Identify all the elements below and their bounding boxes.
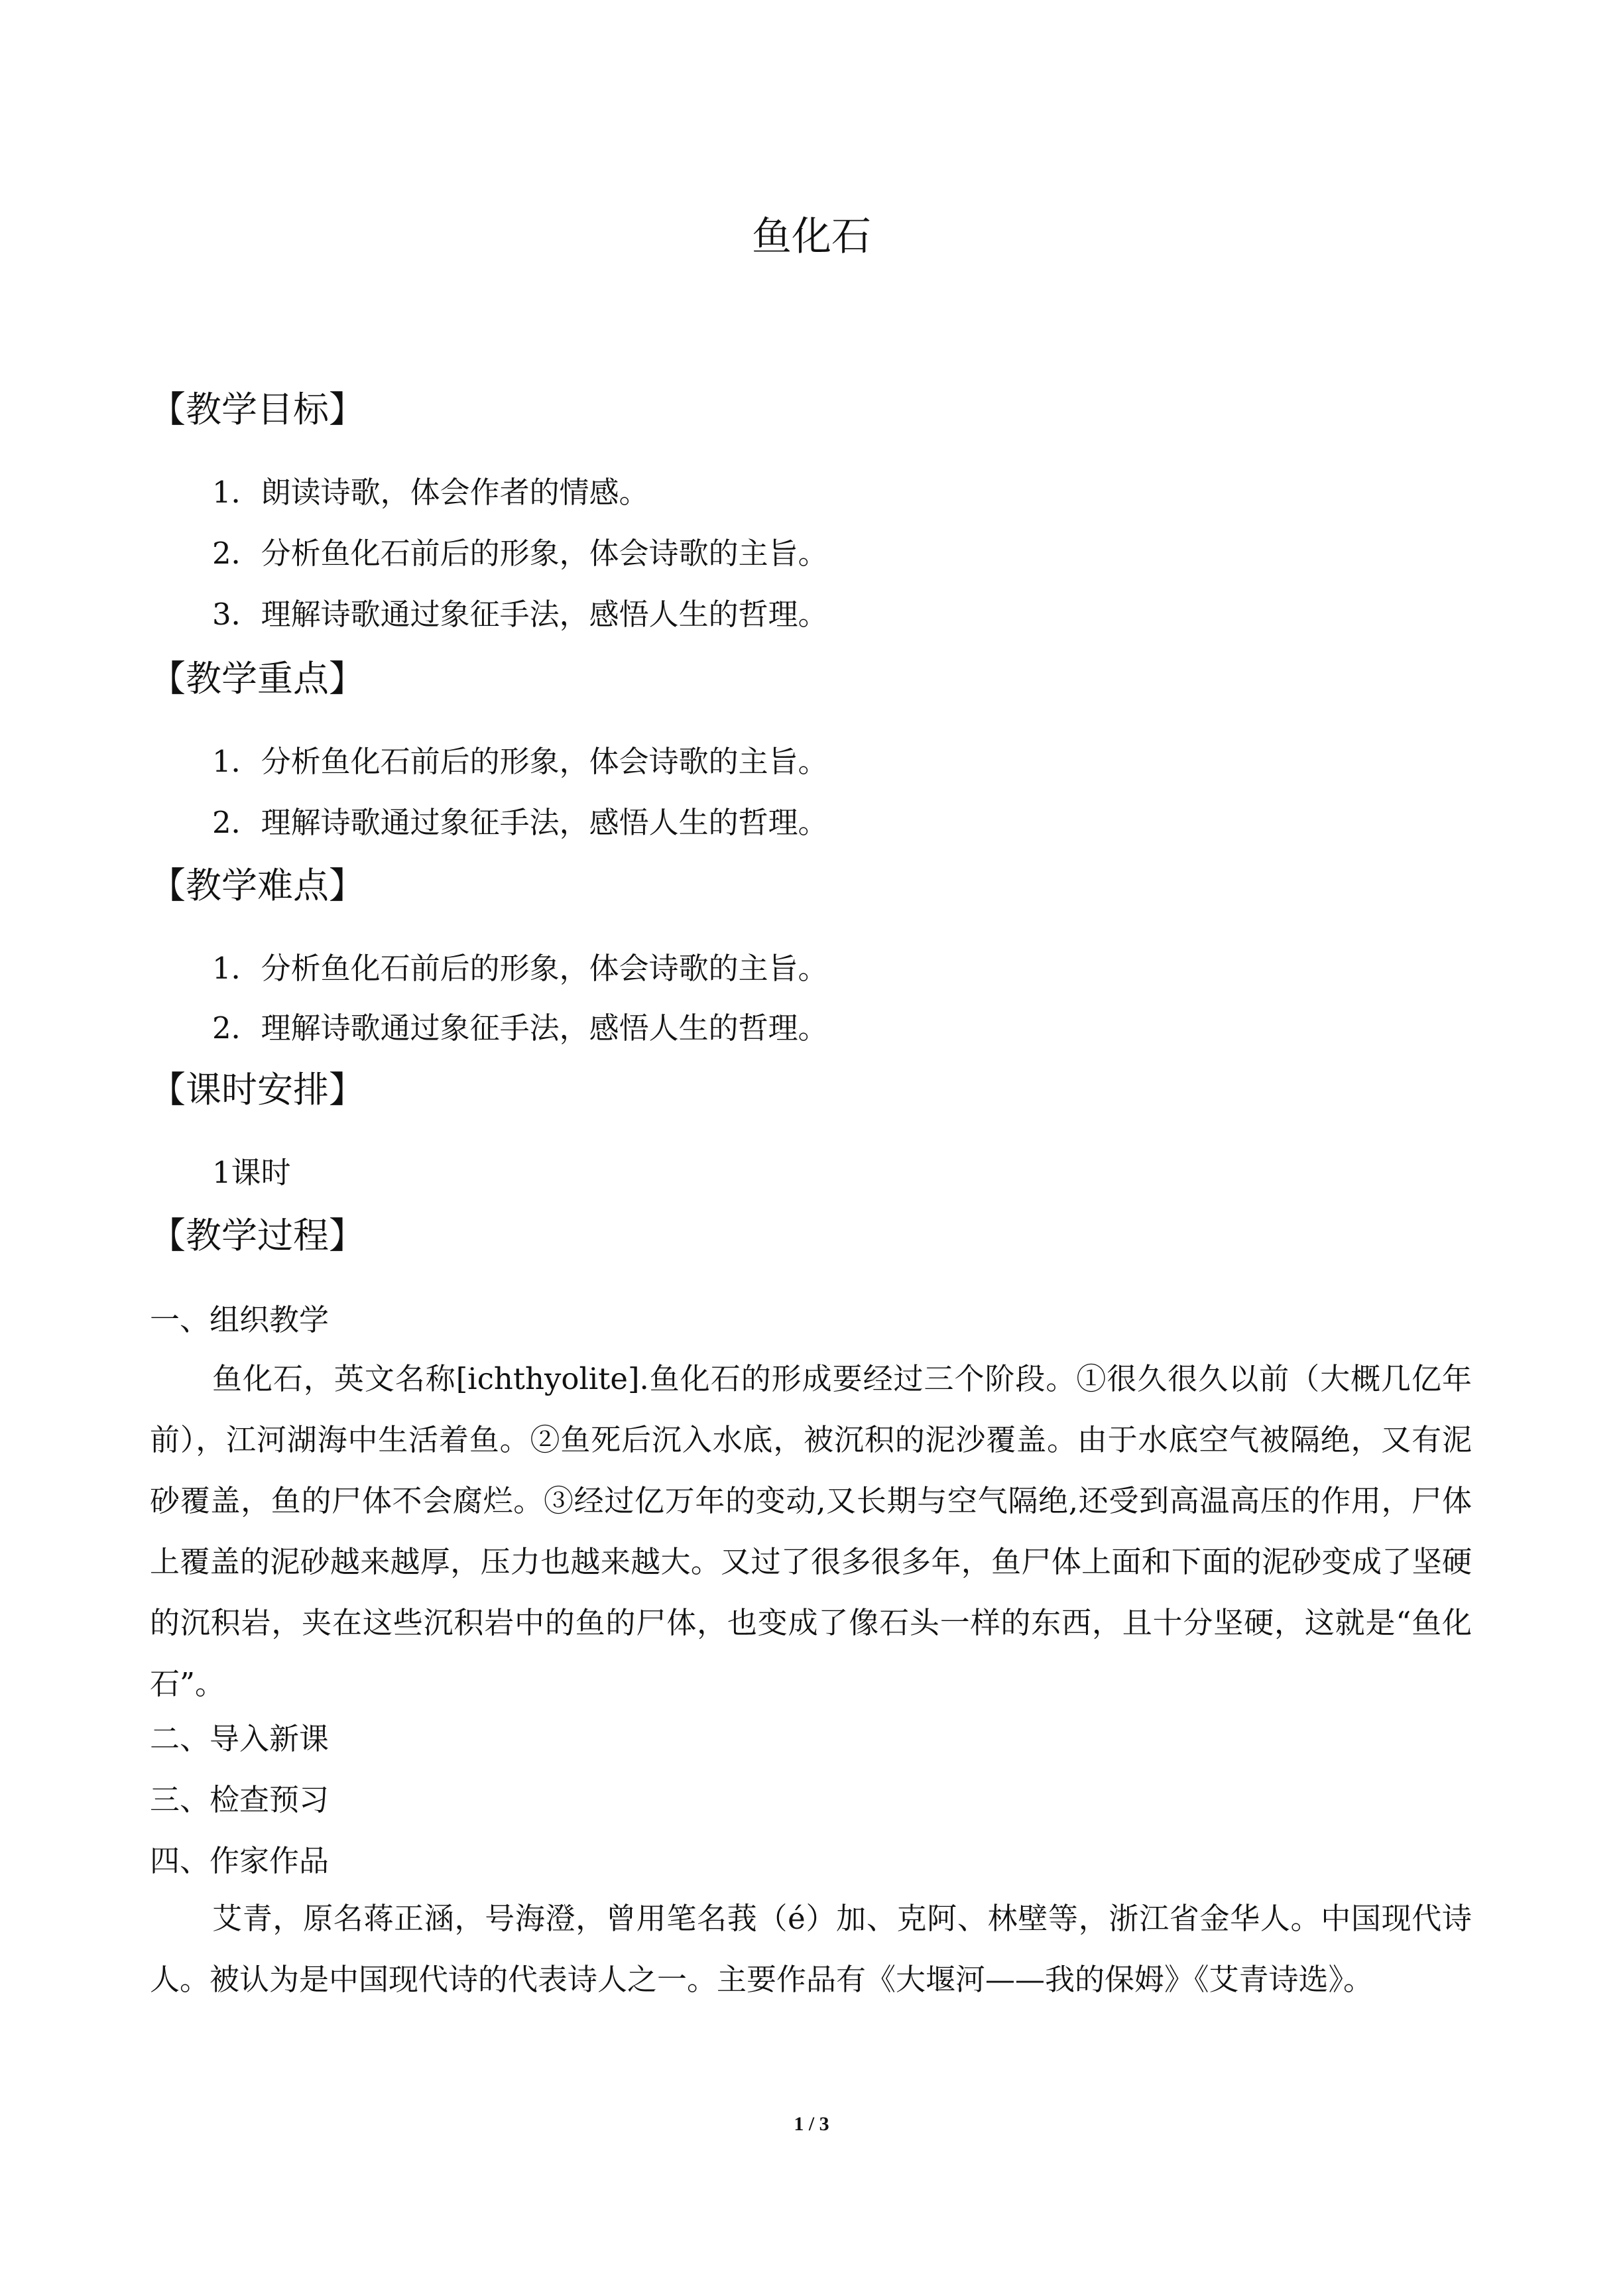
difficulty-item-1: 1．分析鱼化石前后的形象，体会诗歌的主旨。 [212, 951, 828, 986]
process-step-2: 二、导入新课 [150, 1721, 330, 1756]
objective-item-3: 3．理解诗歌通过象征手法，感悟人生的哲理。 [212, 597, 828, 632]
objective-item-1: 1．朗读诗歌，体会作者的情感。 [212, 475, 649, 510]
heading-key-points: 【教学重点】 [150, 658, 365, 699]
difficulty-item-2: 2．理解诗歌通过象征手法，感悟人生的哲理。 [212, 1010, 828, 1046]
heading-difficulties: 【教学难点】 [150, 865, 365, 906]
process-step-1: 一、组织教学 [150, 1302, 330, 1337]
page-number: 1 / 3 [794, 2113, 829, 2135]
objective-item-2: 2．分析鱼化石前后的形象，体会诗歌的主旨。 [212, 536, 828, 571]
heading-process: 【教学过程】 [150, 1215, 365, 1256]
key-point-item-1: 1．分析鱼化石前后的形象，体会诗歌的主旨。 [212, 744, 828, 779]
heading-schedule: 【课时安排】 [150, 1069, 365, 1111]
process-step-1-paragraph: 鱼化石，英文名称[ichthyolite].鱼化石的形成要经过三个阶段。①很久很久以前（大概几亿年前），江河湖海中生活着鱼。②鱼死后沉入水底，被沉积的泥沙覆盖。由于水底空气被隔绝，又有泥砂覆盖，鱼的尸体不会腐烂。③经过亿万年的变动,又长期与空气隔绝,还受到高温高压的作用，尸体上覆盖的泥砂越来越厚，压力也越来越大。又过了很多很多年，鱼尸体上面和下面的泥砂变成了坚硬的沉积岩，夹在这些沉积岩中的鱼的尸体，也变成了像石头一样的东西，且十分坚硬，这就是“鱼化石”。 [150, 1361, 1472, 1701]
process-step-3: 三、检查预习 [150, 1782, 330, 1817]
process-step-4: 四、作家作品 [150, 1843, 330, 1878]
heading-objectives: 【教学目标】 [150, 389, 365, 430]
document-title: 鱼化石 [752, 213, 871, 260]
schedule-text: 1课时 [212, 1155, 291, 1190]
process-step-4-paragraph: 艾青，原名蒋正涵，号海澄，曾用笔名莪（é）加、克阿、林壁等，浙江省金华人。中国现代诗人。被认为是中国现代诗的代表诗人之一。主要作品有《大堰河——我的保姆》《艾青诗选》。 [150, 1901, 1472, 1997]
key-point-item-2: 2．理解诗歌通过象征手法，感悟人生的哲理。 [212, 805, 828, 840]
